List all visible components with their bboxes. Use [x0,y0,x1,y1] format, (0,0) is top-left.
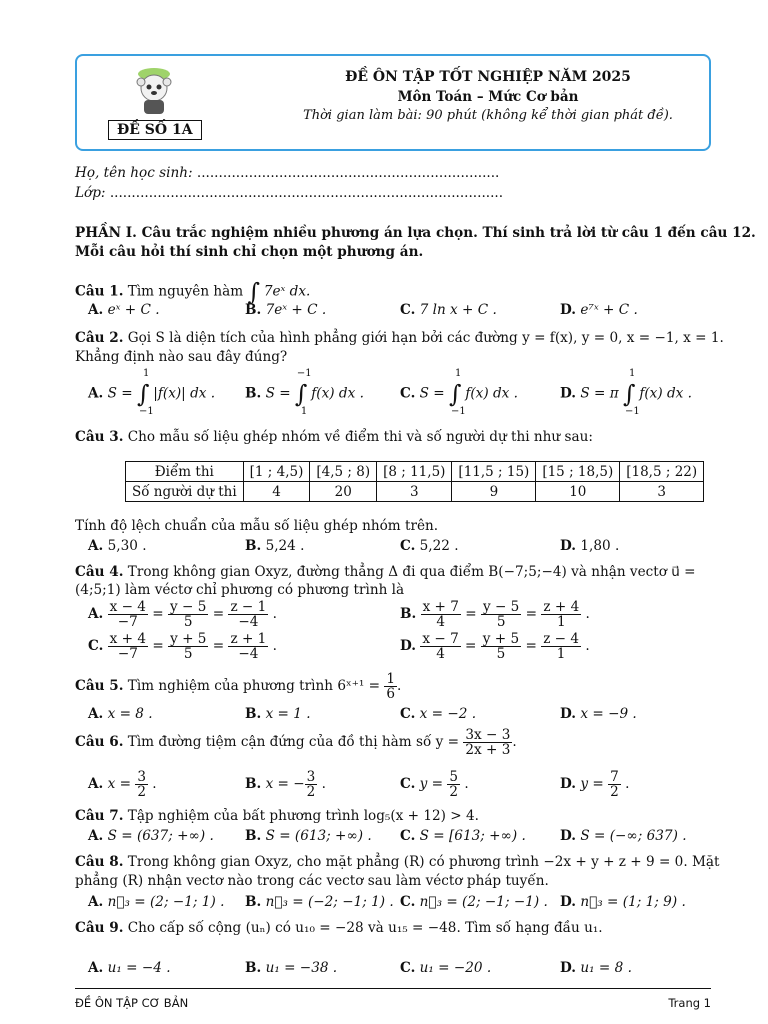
q5-option-a: A. x = 8 . [88,706,153,722]
q9-option-d: D. u₁ = 8 . [560,960,632,976]
q4-text-1: Trong không gian Oxyz, đường thẳng Δ đi qua điểm B(−7;5;−4) và nhận vectơ u⃗ = [127,564,696,580]
q2-option-b: B. S = ∫ −1 1 f(x) dx . [245,368,364,417]
q9-text: Cho cấp số cộng (uₙ) có u₁₀ = −28 và u₁₅ = −48. Tìm số hạng đầu u₁. [127,920,603,936]
q2-option-d: D. S = π ∫ 1 −1 f(x) dx . [560,368,692,417]
q4-option-a: A. $\frac{x - 4}{-7}$ = $\frac{y - 5}{5}$ = $\frac{z - 1}{-4}$ . [88,599,277,630]
exam-header-box [75,54,711,151]
q3-option-a: A. 5,30 . [88,538,147,554]
student-class-line [75,185,503,201]
q9-option-b: B. u₁ = −38 . [245,960,338,976]
q7-option-d: D. S = (−∞; 637) . [560,828,687,844]
student-class-dots: ........................................................................................... [109,185,504,201]
q4-option-c: C. $\frac{x + 4}{-7}$ = $\frac{y + 5}{5}$ = $\frac{z + 1}{-4}$ . [88,631,277,662]
q1-label: Câu 1. [75,283,124,300]
q8-text-1: Trong không gian Oxyz, cho mặt phẳng (R) có phương trình −2x + y + z + 9 = 0. Mặt [127,854,720,870]
q8-option-a: A. n⃗₃ = (2; −1; 1) . [88,894,225,910]
q7-text: Tập nghiệm của bất phương trình log₅(x + 12) > 4. [127,808,479,824]
q9-option-c: C. u₁ = −20 . [400,960,492,976]
q6-option-d: D. y = $\frac{7}{2}$ . [560,769,630,800]
part1-instruction-2: Mỗi câu hỏi thí sinh chỉ chọn một phương án. [75,244,424,260]
q7-stem [75,808,479,824]
q2-stem-1 [75,330,724,346]
q2-option-a: A. S = ∫ 1 −1 |f(x)| dx . [88,368,216,417]
integral-sign-icon: ∫ [247,278,260,306]
exam-time: Thời gian làm bài: 90 phút (không kể thời gian phát đề). [303,108,673,123]
q5-stem: Câu 5. Tìm nghiệm của phương trình 6ˣ⁺¹ = $\frac{1}{6}$ . [75,671,402,702]
q3-text: Cho mẫu số liệu ghép nhóm về điểm thi và số người dự thi như sau: [127,429,593,445]
q1-option-c: C. 7 ln x + C . [400,302,497,318]
table-row: Số người dự thi 4 20 3 9 10 3 [126,482,704,502]
student-class-label: Lớp: [75,185,106,201]
q1-text: Tìm nguyên hàm [127,283,244,300]
q9-option-a: A. u₁ = −4 . [88,960,171,976]
q9-stem [75,920,603,936]
student-name-line [75,165,499,181]
q3-after: Tính độ lệch chuẩn của mẫu số liệu ghép nhóm trên. [75,518,439,534]
q2-stem-2: Khẳng định nào sau đây đúng? [75,349,288,365]
q7-label: Câu 7. [75,808,124,824]
q6-option-c: C. y = $\frac{5}{2}$ . [400,769,469,800]
q2-option-c: C. S = ∫ 1 −1 f(x) dx . [400,368,518,417]
q7-option-c: C. S = [613; +∞) . [400,828,526,844]
q1-option-a: A. eˣ + C . [88,302,160,318]
page-number: Trang 1 [668,996,711,1010]
footer-divider [75,988,711,989]
q3-option-b: B. 5,24 . [245,538,305,554]
q7-option-a: A. S = (637; +∞) . [88,828,214,844]
q8-option-d: D. n⃗₃ = (1; 1; 9) . [560,894,686,910]
q1-expr: 7eˣ dx. [263,283,311,300]
q3-option-d: D. 1,80 . [560,538,620,554]
q3-stem [75,429,593,445]
q5-option-c: C. x = −2 . [400,706,477,722]
q6-option-a: A. x = $\frac{3}{2}$ . [88,769,157,800]
q8-label: Câu 8. [75,854,124,870]
q1-option-d: D. e⁷ˣ + C . [560,302,638,318]
q5-label: Câu 5. [75,678,124,694]
q6-stem: Câu 6. Tìm đường tiệm cận đứng của đồ thị hàm số y = $\frac{3x - 3}{2x + 3}$ . [75,727,517,758]
student-name-label: Họ, tên học sinh: [75,165,193,181]
q9-label: Câu 9. [75,920,124,936]
q1-option-b: B. 7eˣ + C . [245,302,327,318]
q8-stem-1 [75,854,719,870]
table-row: Điểm thi [1 ; 4,5) [4,5 ; 8) [8 ; 11,5) [11,5 ; 15) [15 ; 18,5) [18,5 ; 22) [126,462,704,482]
student-name-dots: ...................................................................... [196,165,500,181]
q4-stem-2: (4;5;1) làm véctơ chỉ phương có phương trình là [75,582,405,598]
q7-option-b: B. S = (613; +∞) . [245,828,372,844]
q5-option-d: D. x = −9 . [560,706,637,722]
q5-option-b: B. x = 1 . [245,706,311,722]
q3-label: Câu 3. [75,429,124,445]
q6-label: Câu 6. [75,734,124,750]
q4-option-b: B. $\frac{x + 7}{4}$ = $\frac{y - 5}{5}$ = $\frac{z + 4}{1}$ . [400,599,590,630]
footer-title: ĐỀ ÔN TẬP CƠ BẢN [75,996,189,1010]
q3-data-table [125,461,704,502]
logo-icon [127,62,181,118]
q5-text: Tìm nghiệm của phương trình 6ˣ⁺¹ = [127,678,381,694]
exam-title: ĐỀ ÔN TẬP TỐT NGHIỆP NĂM 2025 [345,69,631,85]
q4-label: Câu 4. [75,564,124,580]
q4-stem-1 [75,564,696,580]
q8-option-b: B. n⃗₃ = (−2; −1; 1) . [245,894,394,910]
exam-code: ĐỀ SỐ 1A [108,120,202,140]
q8-option-c: C. n⃗₃ = (2; −1; −1) . [400,894,548,910]
part1-instruction-1: PHẦN I. Câu trắc nghiệm nhiều phương án lựa chọn. Thí sinh trả lời từ câu 1 đến câu 12. [75,225,756,241]
q6-text: Tìm đường tiệm cận đứng của đồ thị hàm số y = [127,734,460,750]
exam-subject: Môn Toán – Mức Cơ bản [397,89,579,105]
q8-stem-2: phẳng (R) nhận vectơ nào trong các vectơ sau làm véctơ pháp tuyến. [75,873,549,889]
q3-option-c: C. 5,22 . [400,538,459,554]
q2-text-1: Gọi S là diện tích của hình phẳng giới hạn bởi các đường y = f(x), y = 0, x = −1, x = 1. [127,330,724,346]
q2-label: Câu 2. [75,330,124,346]
q6-option-b: B. x = − $\frac{3}{2}$ . [245,769,326,800]
q4-option-d: D. $\frac{x - 7}{4}$ = $\frac{y + 5}{5}$ = $\frac{z - 4}{1}$ . [400,631,590,662]
